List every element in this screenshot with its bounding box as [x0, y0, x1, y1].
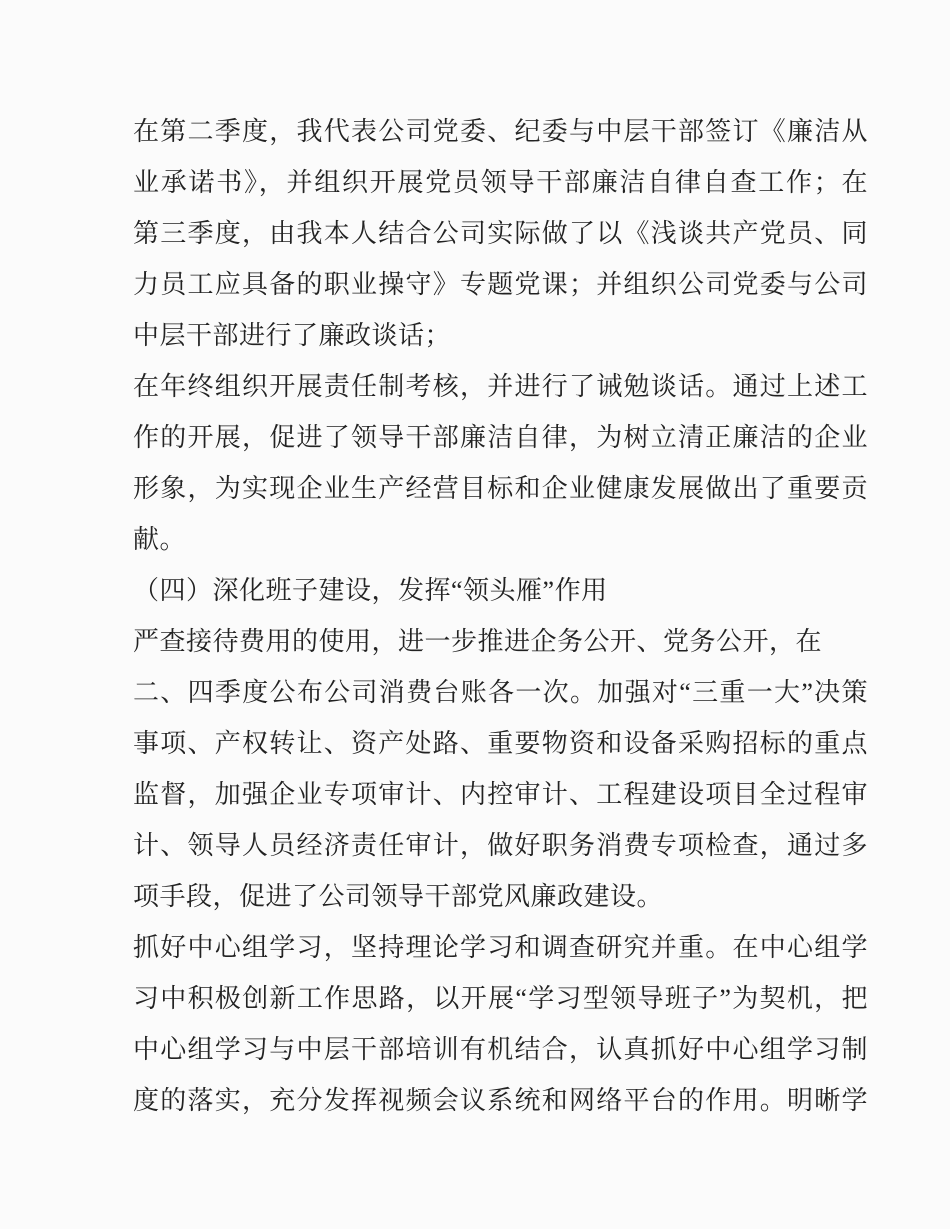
- document-line: 业承诺书》，并组织开展党员领导干部廉洁自律自查工作；在: [133, 168, 868, 197]
- document-line: 事项、产权转让、资产处路、重要物资和设备采购招标的重点: [133, 729, 868, 758]
- document-line: 力员工应具备的职业操守》专题党课；并组织公司党委与公司: [133, 270, 868, 299]
- document-line: 项手段，促进了公司领导干部党风廉政建设。: [133, 882, 664, 911]
- document-line: 作的开展，促进了领导干部廉洁自律，为树立清正廉洁的企业: [133, 423, 868, 452]
- document-line: 计、领导人员经济责任审计，做好职务消费专项检查，通过多: [133, 831, 868, 860]
- document-line: 习中积极创新工作思路，以开展“学习型领导班子”为契机，把: [133, 984, 868, 1013]
- document-line: 在第二季度，我代表公司党委、纪委与中层干部签订《廉洁从: [133, 117, 868, 146]
- document-line: 抓好中心组学习，坚持理论学习和调查研究并重。在中心组学: [133, 933, 868, 962]
- document-line: 第三季度，由我本人结合公司实际做了以《浅谈共产党员、同: [133, 219, 868, 248]
- document-line: 监督，加强企业专项审计、内控审计、工程建设项目全过程审: [133, 780, 868, 809]
- document-line: 形象，为实现企业生产经营目标和企业健康发展做出了重要贡: [133, 474, 868, 503]
- document-line: 在年终组织开展责任制考核，并进行了诫勉谈话。通过上述工: [133, 372, 868, 401]
- document-line: 严查接待费用的使用，进一步推进企务公开、党务公开，在: [133, 627, 823, 656]
- document-line: 度的落实，充分发挥视频会议系统和网络平台的作用。明晰学: [133, 1086, 868, 1115]
- document-line: 中层干部进行了廉政谈话；: [133, 321, 452, 350]
- document-line: 中心组学习与中层干部培训有机结合，认真抓好中心组学习制: [133, 1035, 868, 1064]
- document-line: 献。: [133, 525, 187, 554]
- document-section-heading: （四）深化班子建设，发挥“领头雁”作用: [133, 576, 608, 605]
- document-line: 二、四季度公布公司消费台账各一次。加强对“三重一大”决策: [133, 678, 868, 707]
